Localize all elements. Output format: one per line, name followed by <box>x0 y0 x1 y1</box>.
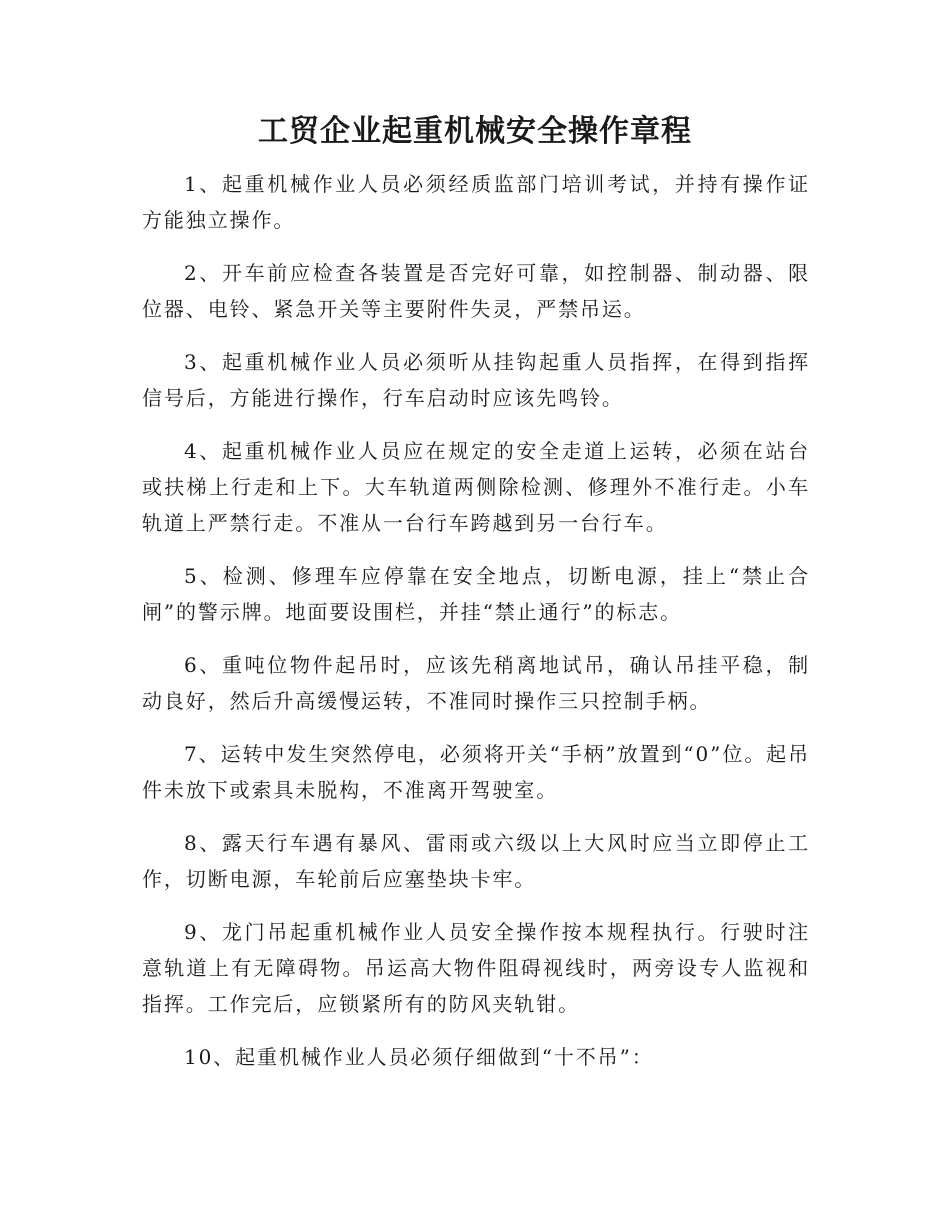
paragraph-3: 3、起重机械作业人员必须听从挂钩起重人员指挥，在得到指挥信号后，方能进行操作，行车启动时应该先鸣铃。 <box>142 350 810 410</box>
paragraph-7: 7、运转中发生突然停电，必须将开关“手柄”放置到“0”位。起吊件未放下或索具未脱构，不准离开驾驶室。 <box>142 742 810 802</box>
page-title: 工贸企业起重机械安全操作章程 <box>258 114 692 149</box>
paragraph-6: 6、重吨位物件起吊时，应该先稍离地试吊，确认吊挂平稳，制动良好，然后升高缓慢运转，不准同时操作三只控制手柄。 <box>142 653 810 713</box>
paragraph-8: 8、露天行车遇有暴风、雷雨或六级以上大风时应当立即停止工作，切断电源，车轮前后应塞垫块卡牢。 <box>142 831 810 891</box>
paragraph-1: 1、起重机械作业人员必须经质监部门培训考试，并持有操作证方能独立操作。 <box>142 172 810 232</box>
paragraph-4: 4、起重机械作业人员应在规定的安全走道上运转，必须在站台或扶梯上行走和上下。大车轨道两侧除检测、修理外不准行走。小车轨道上严禁行走。不准从一台行车跨越到另一台行车。 <box>142 439 810 535</box>
document-body <box>142 166 810 1092</box>
paragraph-2: 2、开车前应检查各装置是否完好可靠，如控制器、制动器、限位器、电铃、紧急开关等主要附件失灵，严禁吊运。 <box>142 261 810 321</box>
paragraph-10: 10、起重机械作业人员必须仔细做到“十不吊”： <box>184 1045 654 1069</box>
paragraph-5: 5、检测、修理车应停靠在安全地点，切断电源，挂上“禁止合闸”的警示牌。地面要设围栏，并挂“禁止通行”的标志。 <box>142 564 810 624</box>
paragraph-9: 9、龙门吊起重机械作业人员安全操作按本规程执行。行驶时注意轨道上有无障碍物。吊运高大物件阻碍视线时，两旁设专人监视和指挥。工作完后，应锁紧所有的防风夹轨钳。 <box>142 920 810 1016</box>
